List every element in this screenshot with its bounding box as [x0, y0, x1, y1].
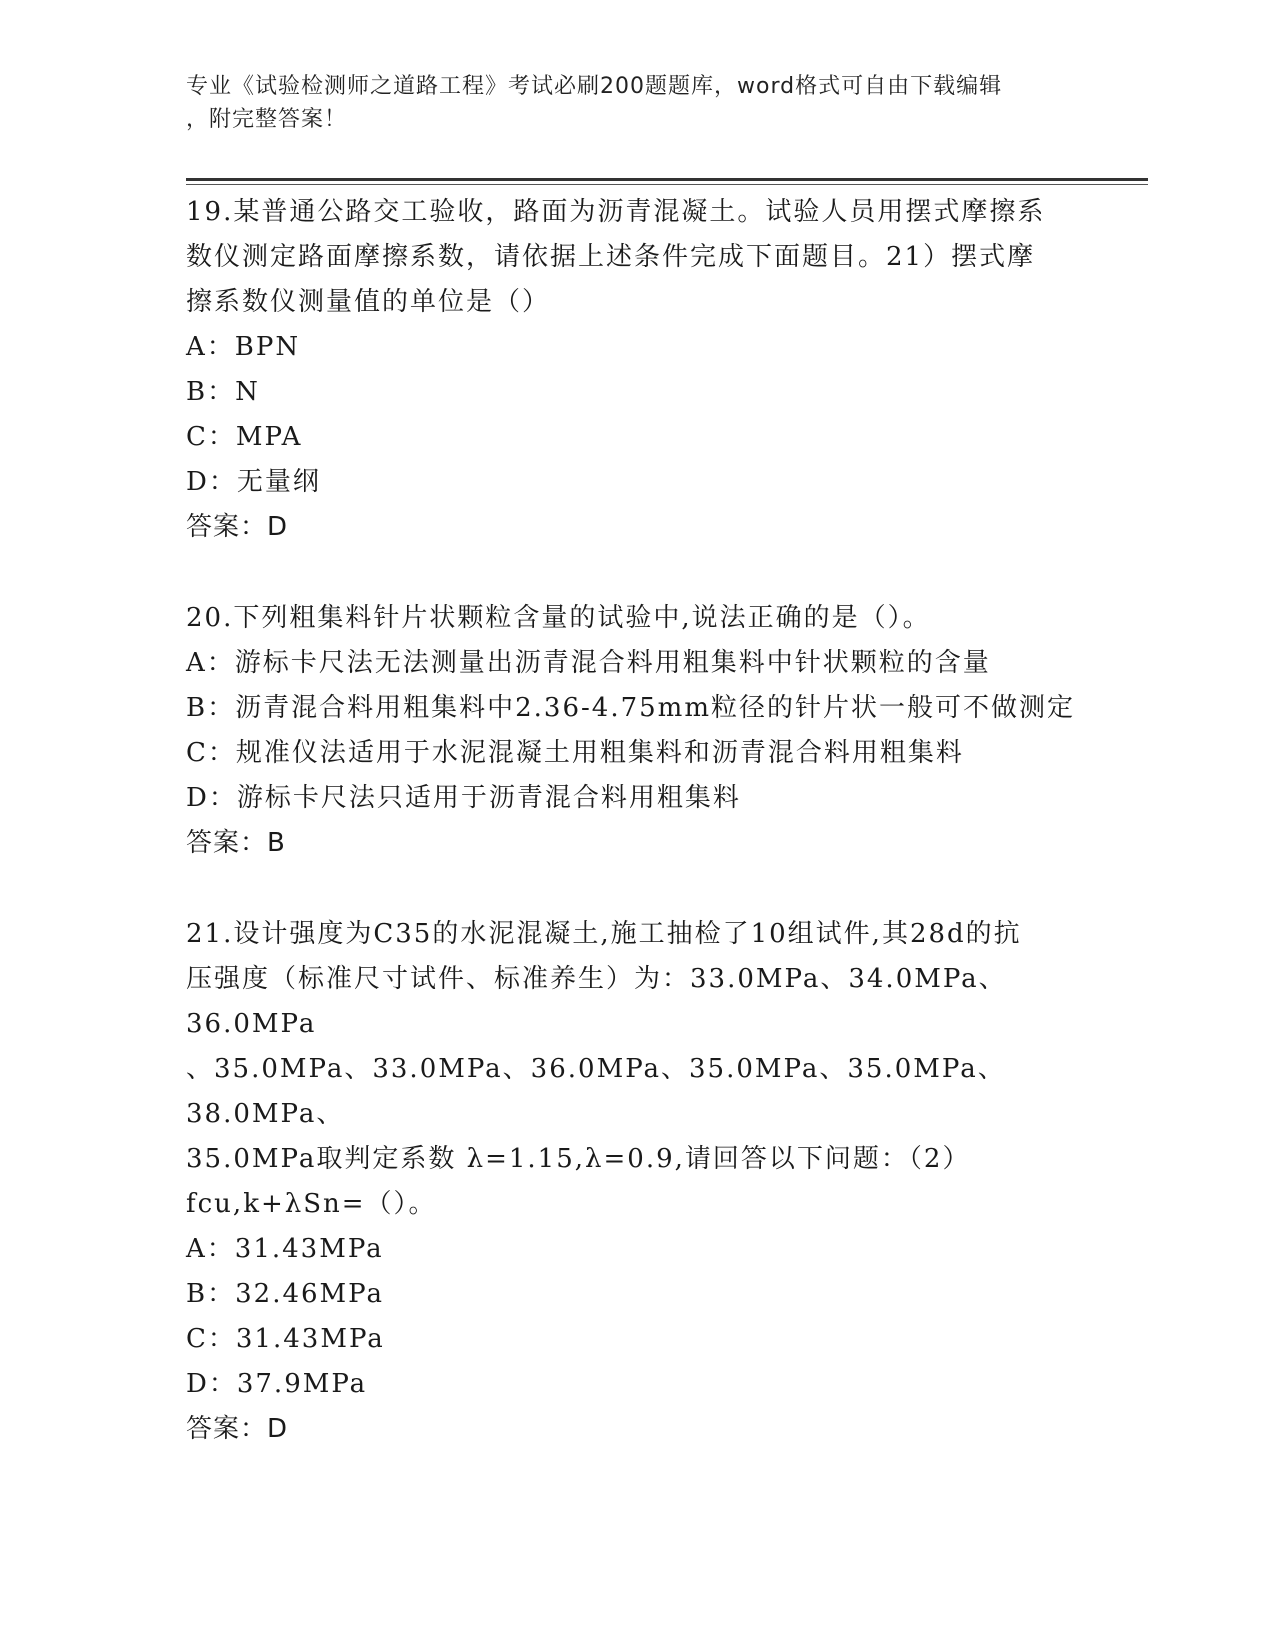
header-line-2: ，附完整答案！: [186, 107, 348, 132]
answer-line: 答案：D: [186, 1414, 289, 1444]
answer-line: 答案：B: [186, 828, 286, 858]
question-19: [186, 190, 1086, 550]
option-a: A：BPN: [186, 332, 301, 362]
question-text: [186, 912, 1086, 1227]
question-line: 19.某普通公路交工验收，路面为沥青混凝土。试验人员用摆式摩擦系: [186, 197, 1046, 227]
question-20: [186, 596, 1086, 866]
option-d: D：无量纲: [186, 467, 321, 497]
question-line: 、35.0MPa、33.0MPa、36.0MPa、35.0MPa、35.0MPa、38.0MPa、: [186, 1054, 1006, 1129]
option-d: D：游标卡尺法只适用于沥青混合料用粗集料: [186, 783, 741, 813]
question-line: 擦系数仪测量值的单位是（）: [186, 287, 551, 317]
question-line: 21.设计强度为C35的水泥混凝土,施工抽检了10组试件,其28d的抗: [186, 919, 1022, 949]
header-rule-thick: [186, 178, 1148, 181]
header-line-1: 专业《试验检测师之道路工程》考试必刷200题题库，word格式可自由下载编辑: [186, 74, 1003, 99]
question-line: 数仪测定路面摩擦系数，请依据上述条件完成下面题目。21）摆式摩: [186, 242, 1036, 272]
question-line: 压强度（标准尺寸试件、标准养生）为：33.0MPa、34.0MPa、36.0MPa: [186, 964, 1007, 1039]
document-header: [186, 70, 1066, 136]
option-b: B：沥青混合料用粗集料中2.36-4.75mm粒径的针片状一般可不做测定: [186, 693, 1075, 723]
answer-line: 答案：D: [186, 512, 289, 542]
option-c: C：规准仪法适用于水泥混凝土用粗集料和沥青混合料用粗集料: [186, 738, 964, 768]
question-list: [186, 190, 1086, 1498]
option-b: B：32.46MPa: [186, 1279, 384, 1309]
question-21: [186, 912, 1086, 1452]
option-a: A：游标卡尺法无法测量出沥青混合料用粗集料中针状颗粒的含量: [186, 648, 991, 678]
option-c: C：31.43MPa: [186, 1324, 385, 1354]
option-c: C：MPA: [186, 422, 303, 452]
header-rule-thin: [186, 184, 1148, 185]
question-line: fcu,k+λSn=（）。: [186, 1189, 437, 1219]
option-b: B：N: [186, 377, 260, 407]
option-a: A：31.43MPa: [186, 1234, 384, 1264]
question-text: [186, 190, 1086, 325]
option-d: D：37.9MPa: [186, 1369, 368, 1399]
question-text: [186, 596, 1086, 641]
question-line: 35.0MPa取判定系数 λ=1.15,λ=0.9,请回答以下问题：（2）: [186, 1144, 971, 1174]
question-line: 20.下列粗集料针片状颗粒含量的试验中,说法正确的是（）。: [186, 603, 931, 633]
